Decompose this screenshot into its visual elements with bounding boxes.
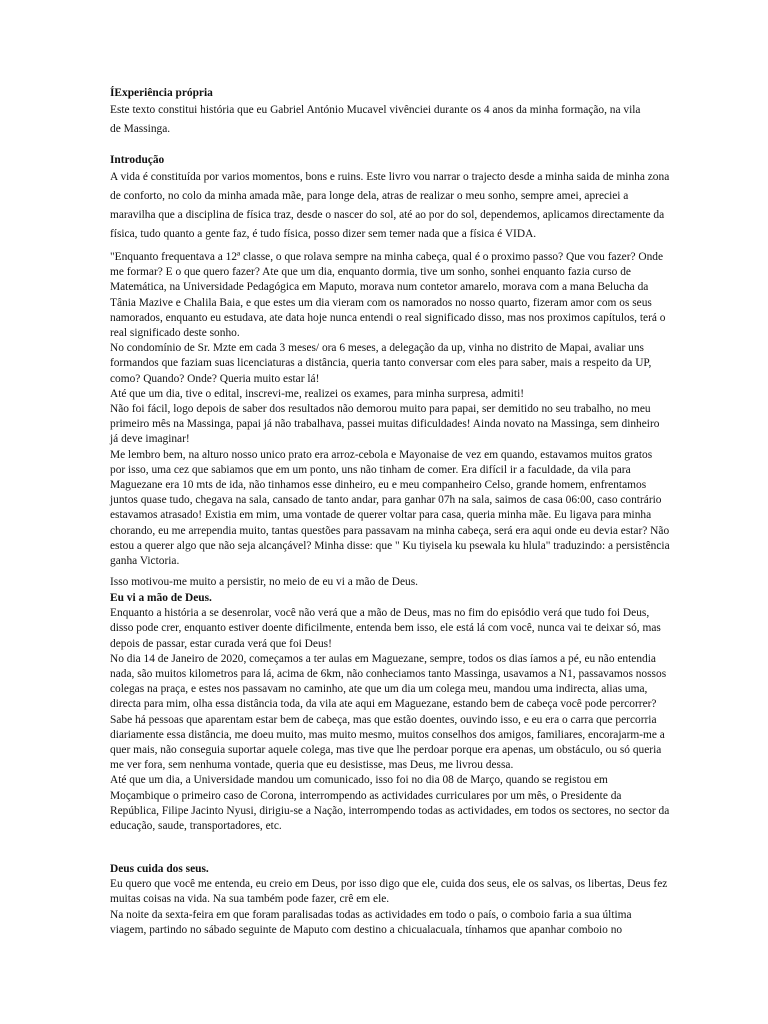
section-deus-cuida [110,862,670,938]
paragraph: Na noite da sexta-feira em que foram paralisadas todas as actividades em todo o país, o comboio faria a sua última viagem, partindo no sábado seguinte de Maputo com destino a chicualacuala, tínhamos que apanhar comboio no [110,908,632,936]
paragraph-line: de Massinga. [110,123,171,136]
paragraph: A vida é constituída por varios momentos, bons e ruins. Este livro vou narrar o trajecto desde a minha saida de minha zona de conforto, no colo da minha amada mãe, para longe dela, atras de realizar o meu sonho, sempre amei, apreciei a maravilha que a disciplina de física traz, desde o nascer do sol, até ao por do sol, dependemos, aplicamos directamente da física, tudo quanto a gente faz, é tudo física, posso dizer sem temer nada que a física é VIDA. [110,171,670,241]
narrative [110,250,670,590]
section-title: Deus cuida dos seus. [110,863,209,875]
section-mao-de-deus [110,591,670,834]
section-title: Eu vi a mão de Deus. [110,592,212,604]
paragraph: Me lembro bem, na alturo nosso unico prato era arroz-cebola e Mayonaise de vez em quando, estavamos muitos gratos por isso, uma cez que sabiamos que em um ponto, uns não tinham de comer. Era difícil ir a faculdade, da vila para Maguezane era 10 mts de ida, não tinhamos esse dinheiro, eu e meu companheiro Celso, grande homem, enfrentamos juntos quase tudo, chegava na sala, cansado de tanto andar, para ganhar 07h na sala, saimos de casa 06:00, caso contrário estavamos atrasado! Existia em mim, uma vontade de querer voltar para casa, queria minha mãe. Eu ligava para minha chorando, eu me arrependia muito, tantas questões para passavam na minha cabeça, será era aqui onde eu devia estar? Não estou a querer algo que não seja alcançável? Minha disse: que " Ku tiyisela ku psewala ku hlula" traduzindo: a persistência ganha Victoria. [110,448,670,568]
paragraph: Isso motivou-me muito a persistir, no meio de eu vi a mão de Deus. [110,576,418,589]
section-title: ÍExperiência própria [110,87,213,99]
paragraph: Até que um dia, a Universidade mandou um comunicado, isso foi no dia 08 de Março, quando se registou em Moçambique o primeiro caso de Corona, interrompendo as actividades curriculares por um mês, o Presidente da República, Filipe Jacinto Nyusi, dirigiu-se a Nação, interrompendo todas as actividades, em todos os sectores, no sector da educação, saude, transportadores, etc. [110,774,670,833]
paragraph: No dia 14 de Janeiro de 2020, começamos a ter aulas em Maguezane, sempre, todos os dias íamos a pé, eu não entendia nada, são muitos kilometros para lá, acima de 6km, não conheciamos tanto Massinga, usavamos a N1, passavamos nossos colegas na praça, e estes nos passavam no caminho, ate que um dia um colega meu, mandou uma indirecta, alias uma, directa para mim, olha essa distância toda, da vila ate aqui em Maguezane, estando bem de cabeça você pode percorrer? Sabe há pessoas que aparentam estar bem de cabeça, mas que estão doentes, ouvindo isso, e eu era o carra que percorria diariamente essa distância, me doeu muito, mas muito mesmo, muitos conselhos dos amigos, familiares, encorajarm-me a quer mais, não conseguia suportar aquele colega, mas tive que lhe perdoar porque era apenas, um obstáculo, ou só queria me ver fora, sem nenhuma vontade, queria que eu desistisse, mas Deus, me livrou dessa. [110,652,667,772]
paragraph: Eu quero que você me entenda, eu creio em Deus, por isso digo que ele, cuida dos seus, ele os salvas, os libertas, Deus fez muitas coisas na vida. Na sua também pode fazer, crê em ele. [110,878,668,906]
paragraph: Enquanto a história a se desenrolar, você não verá que a mão de Deus, mas no fim do episódio verá que tudo foi Deus, disso pode crer, enquanto estiver doente dificilmente, entenda bem isso, ele está lá com você, nunca vai te deixar só, mas depois de passar, estar curada verá que foi Deus! [110,607,661,650]
paragraph-line: Este texto constitui história que eu Gabriel António Mucavel vivênciei durante os 4 anos da minha formação, na vila [110,104,641,117]
paragraph: "Enquanto frequentava a 12ª classe, o que rolava sempre na minha cabeça, qual é o proximo passo? Que vou fazer? Onde me formar? E o que quero fazer? Ate que um dia, enquanto dormia, tive um sonho, sonhei enquanto fazia curso de Matemática, na Universidade Pedagógica em Maputo, morava num contetor amarelo, morava com a mana Belucha da Tânia Mazive e Chalila Baia, e que estes um dia vieram com os namorados no nosso quarto, fizeram amor com os seus namorados, enquanto eu estudava, ate data hoje nunca entendi o real significado disso, mas nos proximos capítulos, terá o real significado deste sonho. [110,251,666,340]
section-introducao [110,153,670,244]
paragraph: Até que um dia, tive o edital, inscrevi-me, realizei os exames, para minha surpresa, admiti! [110,387,525,400]
section-title: Introdução [110,154,165,166]
paragraph: No condomínio de Sr. Mzte em cada 3 meses/ ora 6 meses, a delegação da up, vinha no distrito de Mapai, avaliar uns formandos que faziam suas licenciaturas a distância, queria tanto conversar com eles para saber, mais a respeito da UP, como? Quando? Onde? Queria muito estar lá! [110,342,652,385]
paragraph: Não foi fácil, logo depois de saber dos resultados não demorou muito para papai, ser demitido no seu trabalho, no meu primeiro mês na Massinga, papai já não trabalhava, passei muitas dificuldades! Ainda novato na Massinga, sem dinheiro já deve imaginar! [110,403,660,446]
section-experiencia [110,86,670,137]
